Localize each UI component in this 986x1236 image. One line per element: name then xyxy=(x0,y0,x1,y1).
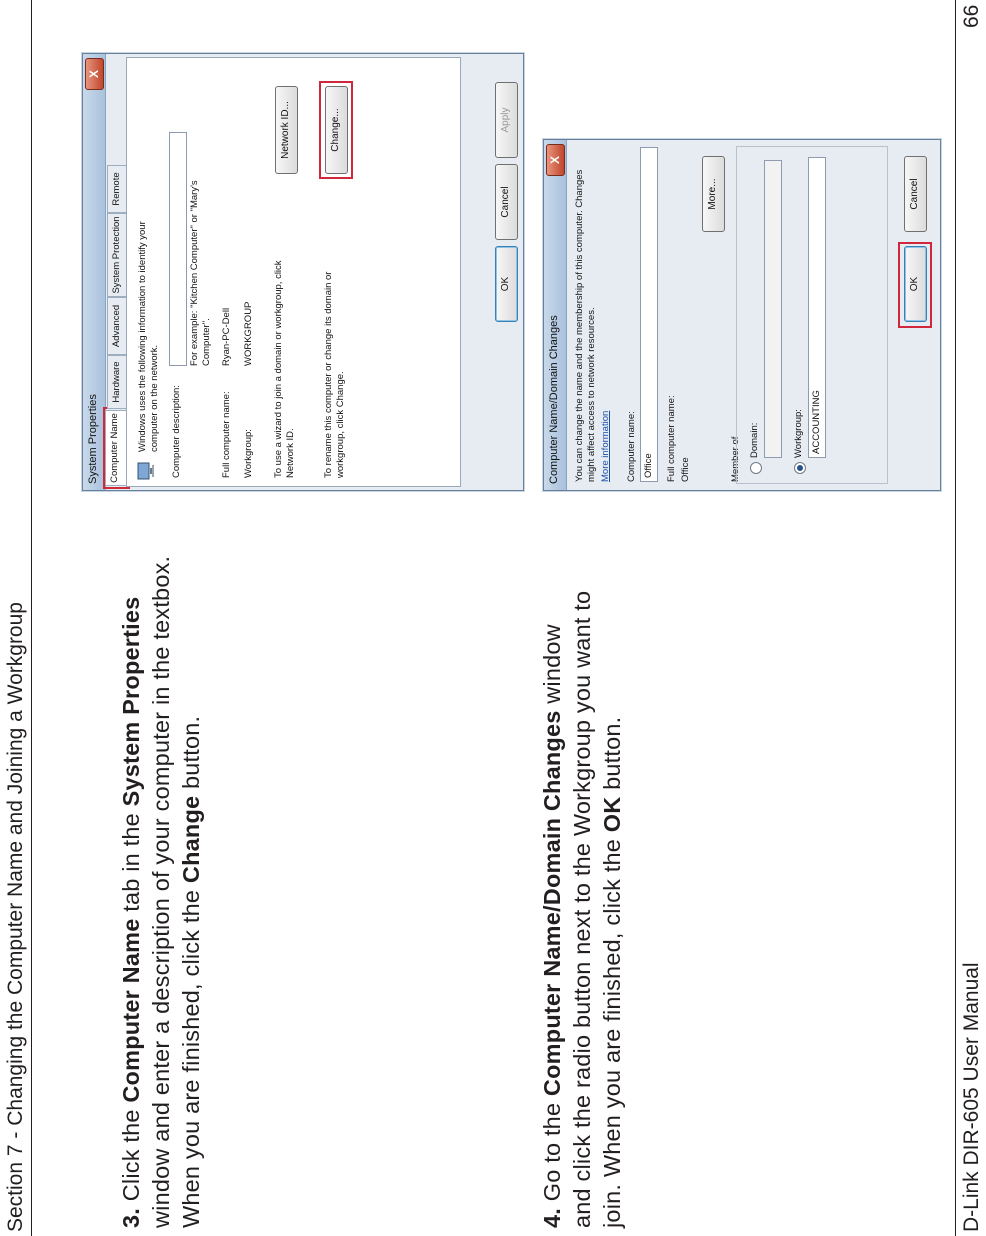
computer-name-input[interactable]: Office xyxy=(640,147,658,482)
more-information-link[interactable]: More information xyxy=(600,410,611,482)
sp-full-name-value: Ryan-PC-Dell xyxy=(221,307,232,366)
change-button-highlight xyxy=(319,81,353,179)
step-3-text-1: Click the xyxy=(118,1102,144,1202)
dc-workgroup-label: Workgroup: xyxy=(793,409,804,458)
domain-changes-title: Computer Name/Domain Changes xyxy=(548,315,560,484)
step-3-bold-computer-name: Computer Name xyxy=(118,918,144,1103)
member-of-label: Member of xyxy=(730,436,741,482)
tab-system-protection[interactable]: System Protection xyxy=(107,213,126,297)
step-3-text-2: tab in the xyxy=(118,806,144,919)
close-icon[interactable]: X xyxy=(85,58,104,90)
sp-rename-text: To rename this computer or change its domain or workgroup, click Change. xyxy=(323,271,346,478)
step-3-instructions xyxy=(116,513,206,1228)
network-id-button[interactable]: Network ID... xyxy=(275,86,298,174)
header-rule xyxy=(31,0,32,1236)
tab-advanced[interactable]: Advanced xyxy=(107,297,126,355)
close-icon[interactable]: X xyxy=(546,144,565,176)
sp-description-label: Computer description: xyxy=(171,385,182,478)
tab-hardware[interactable]: Hardware xyxy=(107,355,126,409)
step-4-bold-domain-changes: Computer Name/Domain Changes xyxy=(539,710,565,1097)
sp-wizard-text: To use a wizard to join a domain or workgroup, click Network ID. xyxy=(273,260,296,478)
footer-manual-title: D-Link DIR-605 User Manual xyxy=(960,962,983,1232)
dc-full-name-label: Full computer name: xyxy=(666,395,677,482)
system-properties-title: System Properties xyxy=(87,394,99,484)
domain-changes-window xyxy=(543,139,941,491)
dc-ok-button[interactable]: OK xyxy=(904,246,927,322)
workgroup-input[interactable]: ACCOUNTING xyxy=(808,157,826,458)
sp-workgroup-value: WORKGROUP xyxy=(243,301,254,366)
sp-cancel-button[interactable]: Cancel xyxy=(495,164,518,240)
domain-radio[interactable] xyxy=(750,462,762,474)
step-4-text-1: Go to the xyxy=(539,1096,565,1202)
computer-name-panel xyxy=(126,57,461,487)
section-title: Section 7 - Changing the Computer Name and Joining a Workgroup xyxy=(4,602,27,1232)
sp-full-name-label: Full computer name: xyxy=(221,391,232,478)
footer-rule xyxy=(955,0,956,1236)
sp-ok-button[interactable]: OK xyxy=(495,246,518,322)
step-4-text-3: button. xyxy=(599,716,625,797)
step-4-instructions xyxy=(537,588,627,1228)
dc-computer-name-label: Computer name: xyxy=(626,411,637,482)
dc-domain-label: Domain: xyxy=(749,422,760,458)
workgroup-radio[interactable] xyxy=(794,462,806,474)
computer-icon xyxy=(137,458,155,480)
page-number: 66 xyxy=(960,4,983,28)
change-button[interactable]: Change... xyxy=(325,86,348,174)
step-4-text-2: window and click the radio button next to the Workgroup you want to join. When you are finished, click the xyxy=(539,590,625,1228)
step-4-bold-ok: OK xyxy=(599,796,625,833)
sp-workgroup-label: Workgroup: xyxy=(243,429,254,478)
step-3-bold-change: Change xyxy=(178,795,204,884)
step-3-number: 3. xyxy=(118,1208,144,1228)
sp-intro-text: Windows uses the following information to identify your computer on the network. xyxy=(137,221,160,452)
tab-computer-name[interactable]: Computer Name xyxy=(105,410,127,486)
step-4-number: 4. xyxy=(539,1208,565,1228)
more-button[interactable]: More... xyxy=(702,156,725,232)
system-properties-window xyxy=(82,53,524,491)
dc-full-name-value: Office xyxy=(680,457,691,482)
tab-remote[interactable]: Remote xyxy=(107,165,126,213)
computer-description-input[interactable] xyxy=(169,132,187,366)
step-3-bold-system-properties: System Properties xyxy=(118,596,144,807)
step-3-text-4: button. xyxy=(178,715,204,796)
ok-button-highlight xyxy=(898,242,932,328)
sp-example-text: For example: "Kitchen Computer" or "Mary's Computer". xyxy=(189,180,212,366)
domain-input[interactable] xyxy=(764,160,782,458)
sp-apply-button[interactable]: Apply xyxy=(495,82,518,158)
step-3-text-3: window and enter a description of your computer in the textbox. When you are finished, click the xyxy=(148,555,204,1228)
dc-cancel-button[interactable]: Cancel xyxy=(904,156,927,232)
domain-changes-titlebar xyxy=(544,140,567,490)
dc-intro-text: You can change the name and the membership of this computer. Changes might affect access to network resources. xyxy=(574,169,597,482)
